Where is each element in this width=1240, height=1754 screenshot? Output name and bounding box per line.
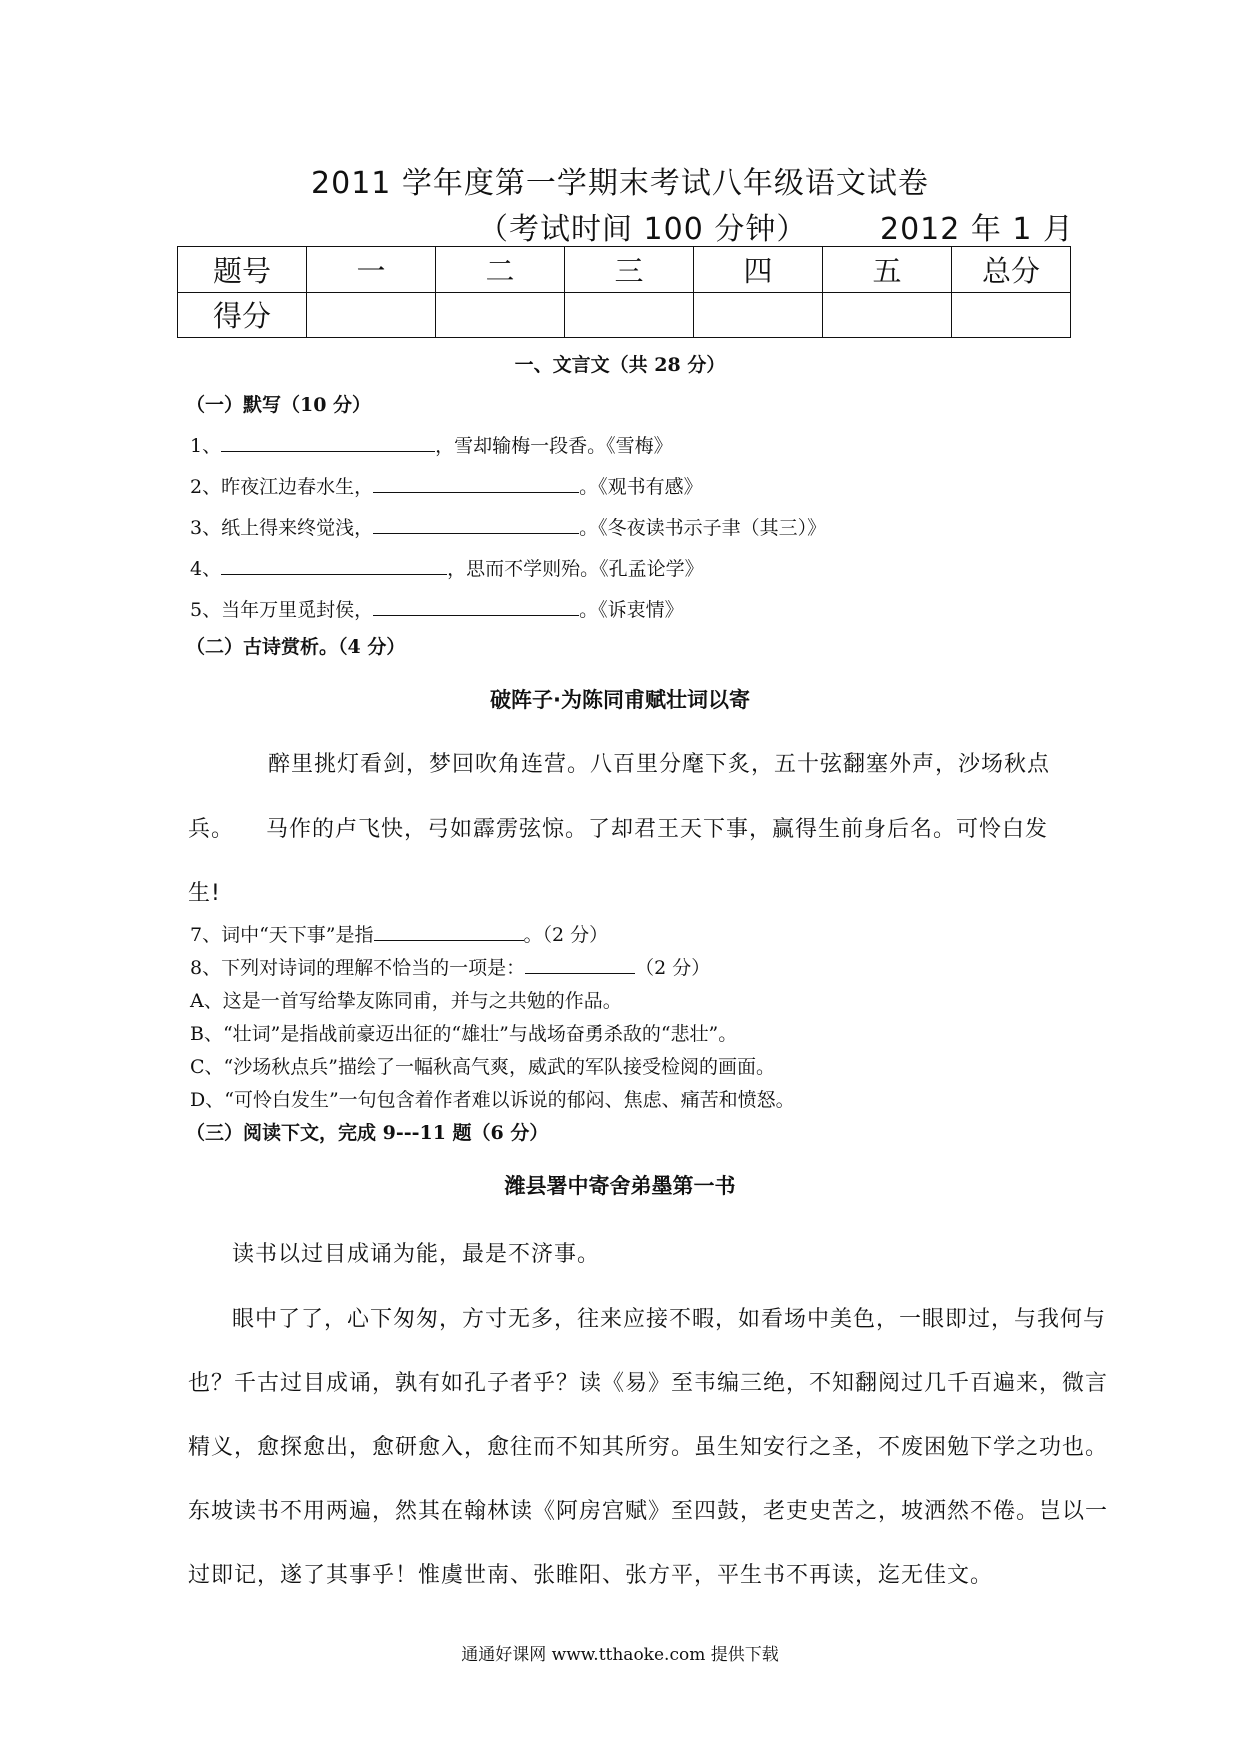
question-text: 8、下列对诗词的理解不恰当的一项是： bbox=[190, 957, 526, 979]
article-line: 也？千古过目成诵，孰有如孔子者乎？读《易》至韦编三绝，不知翻阅过几千百遍来，微言 bbox=[188, 1371, 1109, 1396]
article-line: 东坡读书不用两遍，然其在翰林读《阿房宫赋》至四鼓，老吏史苦之，坡洒然不倦。岂以一 bbox=[188, 1499, 1109, 1524]
article-line: 过即记，遂了其事乎！惟虞世南、张睢阳、张方平，平生书不再读，迄无佳文。 bbox=[188, 1563, 994, 1588]
table-cell: 总分 bbox=[952, 247, 1071, 293]
poem-line: 醉里挑灯看剑，梦回吹角连营。八百里分麾下炙，五十弦翻塞外声，沙场秋点 bbox=[268, 752, 1051, 777]
question-text: 昨夜江边春水生， bbox=[221, 476, 374, 498]
question-3 bbox=[190, 513, 826, 540]
exam-duration: （考试时间 100 分钟） bbox=[478, 212, 808, 247]
answer-blank[interactable] bbox=[373, 474, 579, 493]
table-cell: 一 bbox=[307, 247, 436, 293]
answer-blank[interactable] bbox=[221, 556, 447, 575]
question-text: 纸上得来终觉浅， bbox=[221, 517, 374, 539]
question-text: 。《观书有感》 bbox=[579, 476, 703, 498]
score-cell[interactable] bbox=[307, 292, 436, 338]
table-cell: 得分 bbox=[178, 292, 307, 338]
footer-credit: 通通好课网 www.tthaoke.com 提供下载 bbox=[461, 1645, 779, 1665]
score-cell[interactable] bbox=[823, 292, 952, 338]
score-table-header-row bbox=[178, 247, 1071, 293]
exam-title: 2011 学年度第一学期末考试八年级语文试卷 bbox=[311, 166, 929, 201]
article-paragraph: 读书以过目成诵为能，最是不济事。 bbox=[232, 1242, 601, 1267]
question-7 bbox=[190, 920, 608, 947]
answer-blank[interactable] bbox=[373, 515, 579, 534]
option-b: B、“壮词”是指战前豪迈出征的“雄壮”与战场奋勇杀敌的“悲壮”。 bbox=[190, 1023, 738, 1045]
table-cell: 四 bbox=[694, 247, 823, 293]
question-text: （2 分） bbox=[635, 957, 711, 979]
question-1 bbox=[190, 431, 673, 458]
question-text: 。（2 分） bbox=[523, 924, 609, 946]
option-c: C、“沙场秋点兵”描绘了一幅秋高气爽，威武的军队接受检阅的画面。 bbox=[190, 1056, 775, 1078]
question-number: 5、 bbox=[190, 599, 222, 621]
exam-date: 2012 年 1 月 bbox=[880, 212, 1075, 247]
poem-title: 破阵子·为陈同甫赋壮词以寄 bbox=[490, 688, 750, 712]
question-4 bbox=[190, 554, 704, 581]
score-cell[interactable] bbox=[436, 292, 565, 338]
score-cell[interactable] bbox=[694, 292, 823, 338]
table-cell: 三 bbox=[565, 247, 694, 293]
question-number: 4、 bbox=[190, 558, 222, 580]
section-heading: 一、文言文（共 28 分） bbox=[514, 354, 726, 376]
table-cell: 二 bbox=[436, 247, 565, 293]
question-text: ，思而不学则殆。《孔孟论学》 bbox=[447, 558, 704, 580]
option-d: D、“可怜白发生”一句包含着作者难以诉说的郁闷、焦虑、痛苦和愤怒。 bbox=[190, 1089, 795, 1111]
question-number: 3、 bbox=[190, 517, 222, 539]
score-table bbox=[177, 246, 1071, 338]
question-2 bbox=[190, 472, 703, 499]
part-heading: （二）古诗赏析。（4 分） bbox=[186, 636, 406, 658]
part-heading: （三）阅读下文，完成 9---11 题（6 分） bbox=[186, 1122, 549, 1144]
question-text: 。《冬夜读书示子聿（其三）》 bbox=[579, 517, 827, 539]
answer-blank[interactable] bbox=[525, 955, 635, 974]
article-line: 精义，愈探愈出，愈研愈入，愈往而不知其所穷。虽生知安行之圣，不废困勉下学之功也。 bbox=[188, 1435, 1109, 1460]
question-text: 当年万里觅封侯， bbox=[221, 599, 374, 621]
answer-blank[interactable] bbox=[373, 597, 579, 616]
article-title: 潍县署中寄舍弟墨第一书 bbox=[504, 1174, 736, 1198]
table-cell: 题号 bbox=[178, 247, 307, 293]
score-table-score-row bbox=[178, 292, 1071, 338]
question-number: 1、 bbox=[190, 435, 222, 457]
score-cell[interactable] bbox=[952, 292, 1071, 338]
poem-line: 生! bbox=[188, 881, 221, 906]
table-cell: 五 bbox=[823, 247, 952, 293]
question-text: ，雪却输梅一段香。《雪梅》 bbox=[435, 435, 673, 457]
poem-line: 兵。 马作的卢飞快，弓如霹雳弦惊。了却君王天下事，赢得生前身后名。可怜白发 bbox=[188, 817, 1048, 842]
answer-blank[interactable] bbox=[374, 922, 524, 941]
score-cell[interactable] bbox=[565, 292, 694, 338]
answer-blank[interactable] bbox=[221, 433, 435, 452]
question-number: 2、 bbox=[190, 476, 222, 498]
article-line: 眼中了了，心下匆匆，方寸无多，往来应接不暇，如看场中美色，一眼即过，与我何与 bbox=[232, 1307, 1107, 1332]
part-heading: （一）默写（10 分） bbox=[186, 394, 372, 416]
question-8 bbox=[190, 953, 710, 980]
question-text: 7、词中“天下事”是指 bbox=[190, 924, 374, 946]
question-5 bbox=[190, 595, 684, 622]
question-text: 。《诉衷情》 bbox=[579, 599, 684, 621]
option-a: A、这是一首写给挚友陈同甫，并与之共勉的作品。 bbox=[190, 990, 622, 1012]
